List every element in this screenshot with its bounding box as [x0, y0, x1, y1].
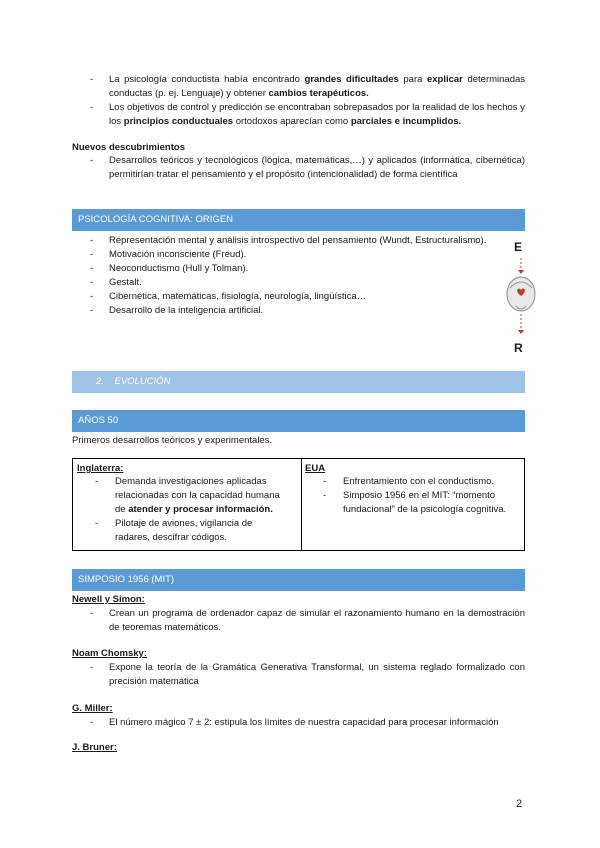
list-item: - El número mágico 7 ± 2: estipula los límites de nuestra capacidad para procesar información — [72, 716, 525, 730]
list-item — [73, 517, 285, 545]
table-column-eua — [301, 459, 524, 550]
list-item: - Enfrentamiento con el conductismo. — [301, 475, 516, 489]
text-run: determinadas conductas (p. ej. Lenguaje) y obtener — [109, 74, 526, 99]
list-item — [73, 475, 285, 517]
text-run: Pilotaje de aviones, vigilancia de radares, descifrar códigos. — [115, 518, 253, 543]
list-item: - Expone la teoría de la Gramática Generativa Transformal, un sistema reglado formalizado con precisión matemática — [72, 661, 525, 689]
text-run: Los objetivos de control y predicción se encontraban sobrepasados por la realidad de los hechos y los — [109, 102, 525, 127]
bold-text: parciales e incumplidos. — [350, 116, 462, 127]
cognition-figure — [500, 240, 542, 360]
column-title: EUA — [305, 463, 326, 474]
list-item: - Gestalt. — [72, 276, 492, 290]
list-item: - Neoconductismo (Hull y Tolman). — [72, 262, 492, 276]
bold-text: principios conductuales — [123, 116, 234, 127]
figure-label-r: R — [514, 341, 523, 355]
bold-text: atender y procesar información. — [128, 504, 273, 515]
section-band-evolucion — [72, 371, 525, 393]
nuevos-title: Nuevos descubrimientos — [72, 142, 185, 153]
section-band-origen: PSICOLOGÍA COGNITIVA: ORIGEN — [72, 209, 525, 231]
top-list — [72, 73, 525, 129]
bold-text: grandes dificultades — [304, 74, 399, 85]
figure-label-e: E — [514, 240, 523, 254]
column-title: Inglaterra: — [77, 463, 124, 474]
nuevos-list — [72, 154, 525, 182]
text-run: Demanda investigaciones aplicadas relacionadas con la capacidad humana de — [115, 476, 280, 515]
list-item: - Desarrollos teóricos y tecnológicos (lógica, matemáticas,…) y aplicados (informática, cibernética) permitirían tratar el pensamiento y el propósito (intencionalidad) de forma científica — [72, 154, 525, 182]
list-item: - Simposio 1956 en el MIT: “momento fundacional” de la psicología cognitiva. — [301, 489, 516, 517]
list-item: - Crean un programa de ordenador capaz de simular el razonamiento humano en la demostración de teoremas matemáticos. — [72, 607, 525, 635]
section-title-miller: G. Miller: — [72, 703, 113, 714]
text-run: ortodoxos aparecían como — [233, 116, 351, 127]
text-run: para — [398, 74, 427, 85]
text-run: La psicología conductista había encontrado — [109, 74, 305, 85]
section-title-chomsky: Noam Chomsky: — [72, 648, 147, 659]
list-item: - Cibernética, matemáticas, fisiología, neurología, lingüística… — [72, 290, 492, 304]
list-item — [72, 101, 525, 129]
section-title-newell: Newell y Simon: — [72, 594, 145, 605]
list-item — [72, 73, 525, 101]
evolucion-title: 2. EVOLUCIÓN — [96, 376, 171, 387]
bold-text: cambios terapéuticos. — [268, 88, 369, 99]
section-band-simposio: SIMPOSIO 1956 (MIT) — [72, 569, 525, 591]
table-column-inglaterra — [73, 459, 302, 550]
origen-list — [72, 234, 492, 318]
section-title-bruner: J. Bruner: — [72, 742, 117, 753]
anos50-intro: Primeros desarrollos teóricos y experimentales. — [72, 435, 273, 446]
bold-text: explicar — [426, 74, 463, 85]
list-item: - Representación mental y análisis introspectivo del pensamiento (Wundt, Estructuralismo). — [72, 234, 492, 248]
section-band-anos50: AÑOS 50 — [72, 410, 525, 432]
comparison-table — [72, 458, 525, 551]
list-item: - Desarrollo de la inteligencia artificial. — [72, 304, 492, 318]
page-number: 2 — [516, 798, 523, 810]
list-item: - Motivación inconsciente (Freud). — [72, 248, 492, 262]
